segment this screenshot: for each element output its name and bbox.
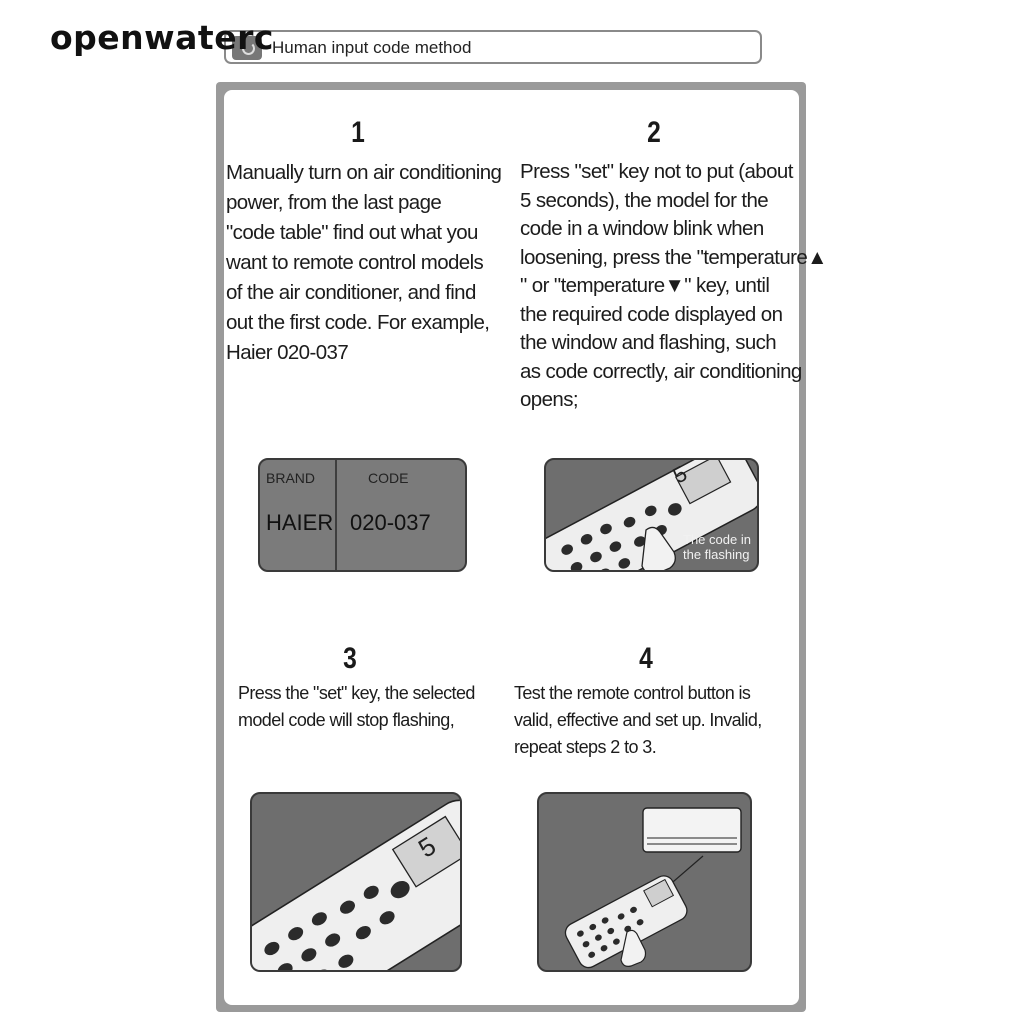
step-1-line: of the air conditioner, and find — [226, 281, 476, 304]
step-2-line: Press "set" key not to put (about — [520, 160, 793, 183]
step-1-line: Manually turn on air conditioning — [226, 161, 502, 184]
step-2-line: as code correctly, air conditioning — [520, 359, 802, 383]
caption-line: The code in — [683, 532, 751, 547]
step-4-line: valid, effective and set up. Invalid, — [514, 710, 762, 730]
ac-unit-illustration — [537, 792, 752, 972]
code-value: 020-037 — [350, 510, 431, 535]
step-1-line: Haier 020-037 — [226, 341, 349, 364]
air-conditioner-icon — [539, 794, 752, 972]
brand-code-table — [258, 458, 467, 572]
table-divider — [335, 460, 337, 570]
step-4-number: 4 — [639, 642, 653, 675]
remote-closeup-illustration — [250, 792, 462, 972]
step-1-line: want to remote control models — [226, 251, 484, 274]
caption-line: the flashing — [683, 547, 750, 562]
step-2-line: the window and flashing, such — [520, 331, 777, 354]
figure-2-caption — [683, 532, 751, 562]
step-3-number: 3 — [343, 642, 357, 675]
watermark: openwaterc — [50, 18, 274, 57]
step-2-line: code in a window blink when — [520, 217, 764, 240]
step-4-text — [514, 680, 762, 761]
brand-value: HAIER — [266, 510, 334, 535]
code-label: CODE — [368, 470, 409, 486]
step-3-line: model code will stop flashing, — [238, 710, 455, 730]
step-3-line: Press the "set" key, the selected — [238, 683, 475, 703]
step-2-line: " or "temperature▼" key, until — [520, 274, 770, 297]
display-digit: 5 — [668, 460, 692, 489]
step-2-number: 2 — [647, 116, 661, 149]
step-1-line: out the first code. For example, — [226, 311, 490, 334]
step-2-line: loosening, press the "temperature▲ — [520, 245, 827, 269]
step-1-line: power, from the last page — [226, 191, 442, 214]
header-bar — [224, 30, 762, 64]
step-1-line: "code table" find out what you — [226, 221, 478, 244]
remote-press-illustration — [544, 458, 759, 572]
step-2-line: 5 seconds), the model for the — [520, 188, 769, 212]
step-2-text — [520, 158, 827, 415]
step-3-text — [238, 680, 475, 734]
remote-icon — [252, 794, 462, 972]
step-2-line: opens; — [520, 388, 578, 411]
step-4-line: Test the remote control button is — [514, 683, 751, 703]
step-2-line: the required code displayed on — [520, 302, 783, 326]
step-4-line: repeat steps 2 to 3. — [514, 737, 657, 757]
display-digit: 5 — [412, 830, 442, 864]
page-title: Human input code method — [272, 38, 472, 57]
step-1-number: 1 — [351, 116, 365, 149]
brand-label: BRAND — [266, 470, 316, 486]
step-1-text — [226, 158, 501, 368]
